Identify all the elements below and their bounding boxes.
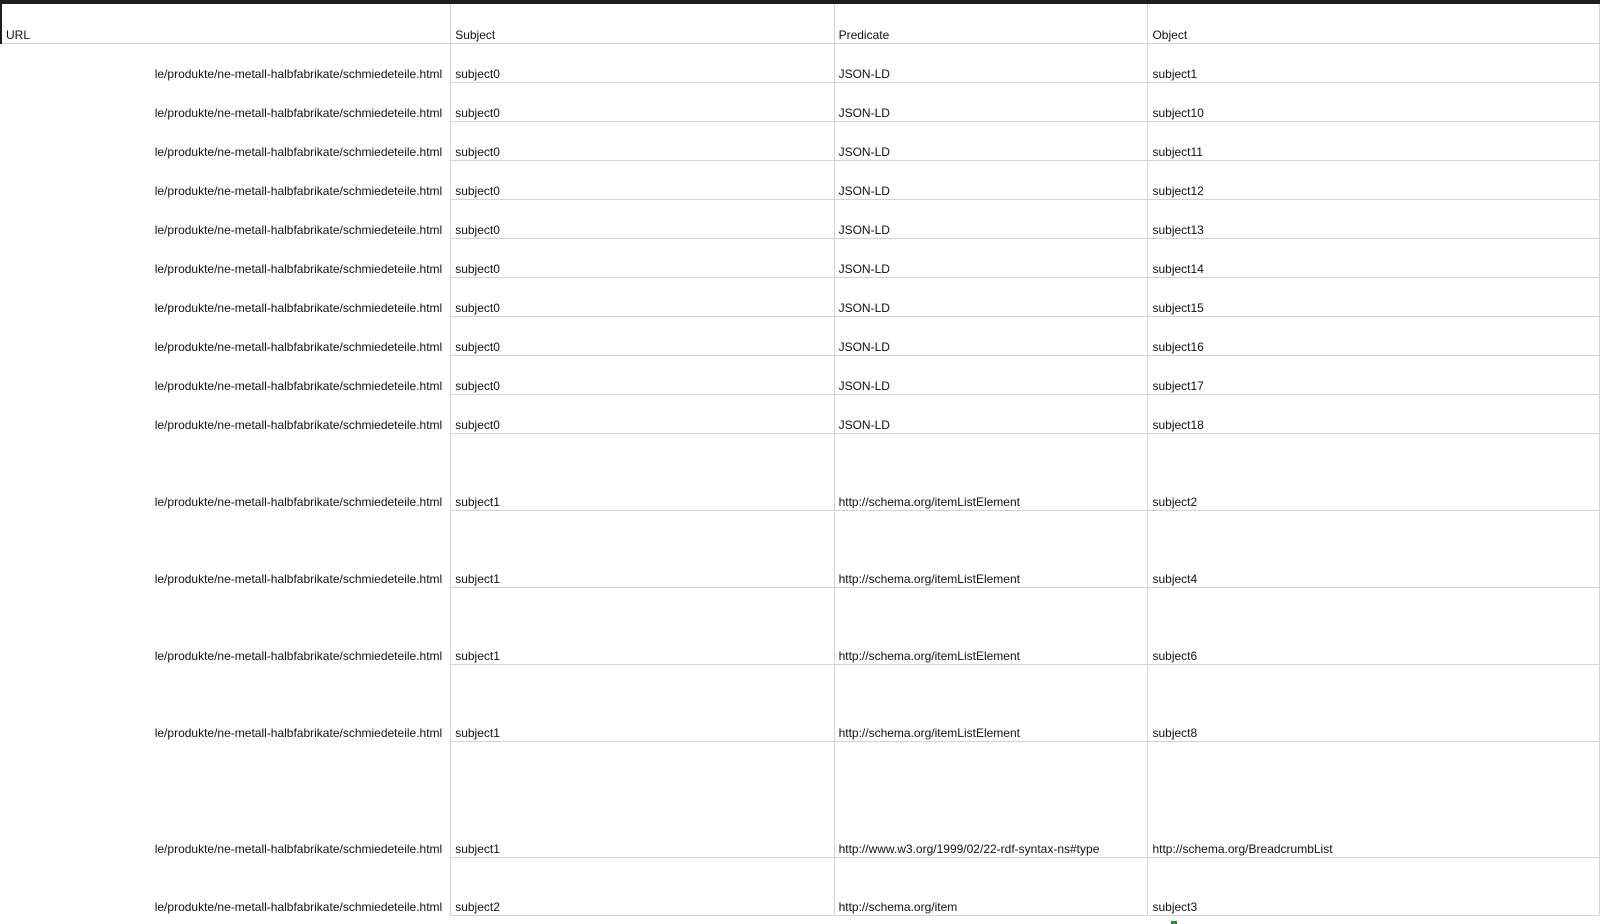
url-cell[interactable]: le/produkte/ne-metall-halbfabrikate/schmiedeteile.html [1, 742, 451, 858]
predicate-cell[interactable]: http://schema.org/itemListElement [834, 665, 1148, 742]
column-header-subject[interactable]: Subject [451, 4, 834, 44]
object-cell[interactable]: subject11 [1148, 122, 1600, 161]
url-cell[interactable]: le/produkte/ne-metall-halbfabrikate/schmiedeteile.html [1, 588, 451, 665]
table-row [1, 278, 1600, 317]
subject-cell[interactable]: subject1 [451, 434, 834, 511]
table-row [1, 858, 1600, 916]
predicate-cell[interactable]: http://www.w3.org/1999/02/22-rdf-syntax-ns#type [834, 742, 1148, 858]
predicate-cell[interactable]: http://schema.org/itemListElement [834, 588, 1148, 665]
object-cell[interactable]: subject1 [1148, 44, 1600, 83]
table-row [1, 588, 1600, 665]
table-row [1, 317, 1600, 356]
table-row [1, 83, 1600, 122]
object-cell[interactable]: subject13 [1148, 200, 1600, 239]
predicate-cell[interactable]: JSON-LD [834, 161, 1148, 200]
subject-cell[interactable]: subject0 [451, 317, 834, 356]
url-cell[interactable]: le/produkte/ne-metall-halbfabrikate/schmiedeteile.html [1, 317, 451, 356]
subject-cell[interactable]: subject0 [451, 44, 834, 83]
url-cell[interactable]: le/produkte/ne-metall-halbfabrikate/schmiedeteile.html [1, 278, 451, 317]
url-cell[interactable]: le/produkte/ne-metall-halbfabrikate/schmiedeteile.html [1, 122, 451, 161]
predicate-cell[interactable]: JSON-LD [834, 200, 1148, 239]
predicate-cell[interactable]: http://schema.org/itemListElement [834, 511, 1148, 588]
predicate-cell[interactable]: http://schema.org/itemListElement [834, 434, 1148, 511]
table-row [1, 200, 1600, 239]
table-row [1, 122, 1600, 161]
url-cell[interactable]: le/produkte/ne-metall-halbfabrikate/schmiedeteile.html [1, 161, 451, 200]
header-row [1, 4, 1600, 44]
column-header-predicate[interactable]: Predicate [834, 4, 1148, 44]
subject-cell[interactable]: subject1 [451, 511, 834, 588]
subject-cell[interactable]: subject0 [451, 239, 834, 278]
object-cell[interactable]: subject18 [1148, 395, 1600, 434]
table-row [1, 742, 1600, 858]
subject-cell[interactable]: subject0 [451, 278, 834, 317]
object-cell[interactable]: subject8 [1148, 665, 1600, 742]
column-header-url[interactable]: URL [1, 4, 451, 44]
object-cell[interactable]: subject2 [1148, 434, 1600, 511]
subject-cell[interactable]: subject0 [451, 200, 834, 239]
predicate-cell[interactable]: JSON-LD [834, 317, 1148, 356]
triples-table [0, 4, 1600, 916]
predicate-cell[interactable]: JSON-LD [834, 239, 1148, 278]
subject-cell[interactable]: subject0 [451, 122, 834, 161]
table-row [1, 161, 1600, 200]
predicate-cell[interactable]: JSON-LD [834, 278, 1148, 317]
table-row [1, 665, 1600, 742]
predicate-cell[interactable]: JSON-LD [834, 44, 1148, 83]
table-row [1, 239, 1600, 278]
object-cell[interactable]: subject3 [1148, 858, 1600, 916]
predicate-cell[interactable]: JSON-LD [834, 356, 1148, 395]
predicate-cell[interactable]: http://schema.org/item [834, 858, 1148, 916]
predicate-cell[interactable]: JSON-LD [834, 122, 1148, 161]
subject-cell[interactable]: subject2 [451, 858, 834, 916]
object-cell[interactable]: subject17 [1148, 356, 1600, 395]
table-row [1, 511, 1600, 588]
table-row [1, 44, 1600, 83]
url-cell[interactable]: le/produkte/ne-metall-halbfabrikate/schmiedeteile.html [1, 83, 451, 122]
spreadsheet-grid[interactable] [0, 4, 1600, 924]
object-cell[interactable]: http://schema.org/BreadcrumbList [1148, 742, 1600, 858]
subject-cell[interactable]: subject0 [451, 161, 834, 200]
subject-cell[interactable]: subject1 [451, 665, 834, 742]
url-cell[interactable]: le/produkte/ne-metall-halbfabrikate/schmiedeteile.html [1, 356, 451, 395]
url-cell[interactable]: le/produkte/ne-metall-halbfabrikate/schmiedeteile.html [1, 44, 451, 83]
object-cell[interactable]: subject14 [1148, 239, 1600, 278]
table-row [1, 434, 1600, 511]
predicate-cell[interactable]: JSON-LD [834, 83, 1148, 122]
url-cell[interactable]: le/produkte/ne-metall-halbfabrikate/schmiedeteile.html [1, 434, 451, 511]
subject-cell[interactable]: subject1 [451, 742, 834, 858]
object-cell[interactable]: subject12 [1148, 161, 1600, 200]
url-cell[interactable]: le/produkte/ne-metall-halbfabrikate/schmiedeteile.html [1, 511, 451, 588]
object-cell[interactable]: subject6 [1148, 588, 1600, 665]
column-header-object[interactable]: Object [1148, 4, 1600, 44]
subject-cell[interactable]: subject1 [451, 588, 834, 665]
table-row [1, 395, 1600, 434]
table-row [1, 356, 1600, 395]
subject-cell[interactable]: subject0 [451, 83, 834, 122]
subject-cell[interactable]: subject0 [451, 356, 834, 395]
object-cell[interactable]: subject16 [1148, 317, 1600, 356]
url-cell[interactable]: le/produkte/ne-metall-halbfabrikate/schmiedeteile.html [1, 395, 451, 434]
object-cell[interactable]: subject15 [1148, 278, 1600, 317]
subject-cell[interactable]: subject0 [451, 395, 834, 434]
url-cell[interactable]: le/produkte/ne-metall-halbfabrikate/schmiedeteile.html [1, 239, 451, 278]
url-cell[interactable]: le/produkte/ne-metall-halbfabrikate/schmiedeteile.html [1, 665, 451, 742]
object-cell[interactable]: subject4 [1148, 511, 1600, 588]
object-cell[interactable]: subject10 [1148, 83, 1600, 122]
url-cell[interactable]: le/produkte/ne-metall-halbfabrikate/schmiedeteile.html [1, 200, 451, 239]
url-cell[interactable]: le/produkte/ne-metall-halbfabrikate/schmiedeteile.html [1, 858, 451, 916]
predicate-cell[interactable]: JSON-LD [834, 395, 1148, 434]
